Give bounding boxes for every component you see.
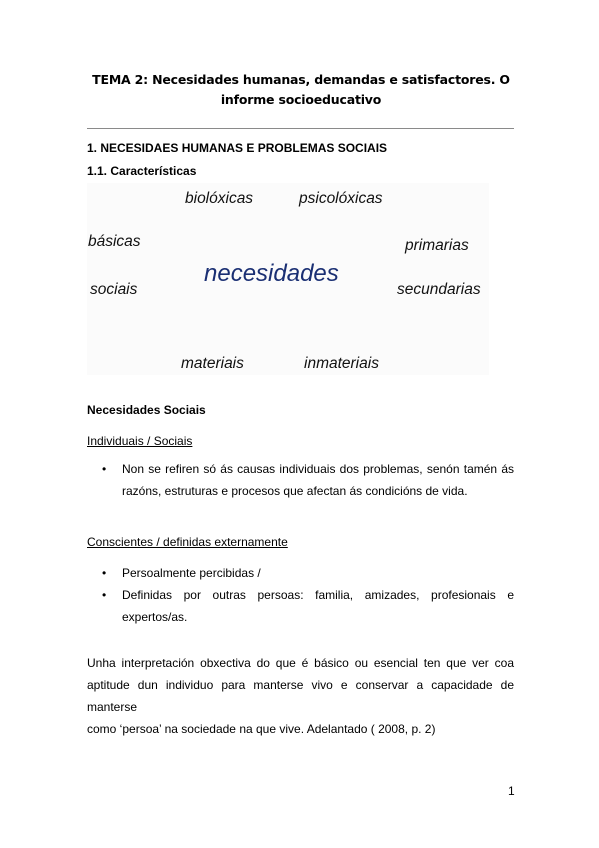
word-primarias: primarias	[405, 237, 469, 254]
document-title	[88, 70, 514, 110]
word-biologicas: biolóxicas	[185, 190, 254, 207]
bullet-item-personal	[122, 562, 514, 584]
needs-word-diagram	[87, 183, 489, 375]
subsection-heading: 1.1. Características	[87, 164, 197, 178]
bullet-icon: •	[102, 588, 107, 602]
paragraph-line: como ‘persoa’ na sociedade na que vive. Adelantado ( 2008, p. 2)	[87, 722, 436, 736]
body-paragraph	[87, 652, 514, 740]
bullet-item-causes	[122, 458, 514, 502]
word-psicoloxicas: psicolóxicas	[299, 190, 383, 207]
page-number: 1	[508, 784, 515, 798]
bullet-icon: •	[102, 462, 107, 476]
paragraph-line: aptitude dun individuo para manterse vivo e conservar a capacidade de manterse	[87, 678, 514, 714]
title-line-1: TEMA 2: Necesidades humanas, demandas e satisfactores. O	[92, 72, 510, 87]
word-necesidades: necesidades	[204, 260, 339, 287]
bullet-text-line: Definidas por outras persoas: familia, amizades, profesionais e	[122, 588, 514, 602]
bullet-text-line: expertos/as.	[122, 610, 188, 624]
needs-social-heading: Necesidades Sociais	[87, 403, 206, 417]
word-sociais: sociais	[90, 281, 138, 298]
title-line-2: informe socioeducativo	[220, 92, 382, 107]
bullet-text-line: Persoalmente percibidas /	[122, 566, 261, 580]
section-conscious-external-title: Conscientes / definidas externamente	[87, 535, 288, 549]
word-basicas: básicas	[88, 233, 141, 250]
section-heading: 1. NECESIDAES HUMANAS E PROBLEMAS SOCIAIS	[87, 141, 388, 155]
paragraph-line: Unha interpretación obxectiva do que é básico ou esencial ten que ver coa	[87, 656, 514, 670]
bullet-item-defined-by-others	[122, 584, 514, 628]
word-secundarias: secundarias	[397, 281, 481, 298]
section-individual-social-title: Individuais / Sociais	[87, 434, 193, 448]
word-materiais: materiais	[181, 355, 244, 372]
word-inmateriais: inmateriais	[304, 355, 379, 372]
horizontal-rule	[87, 128, 514, 129]
bullet-text-line: razóns, estruturas e procesos que afectan ás condicións de vida.	[122, 484, 468, 498]
bullet-text-line: Non se refiren só ás causas individuais dos problemas, senón tamén ás	[122, 462, 514, 476]
bullet-icon: •	[102, 566, 107, 580]
